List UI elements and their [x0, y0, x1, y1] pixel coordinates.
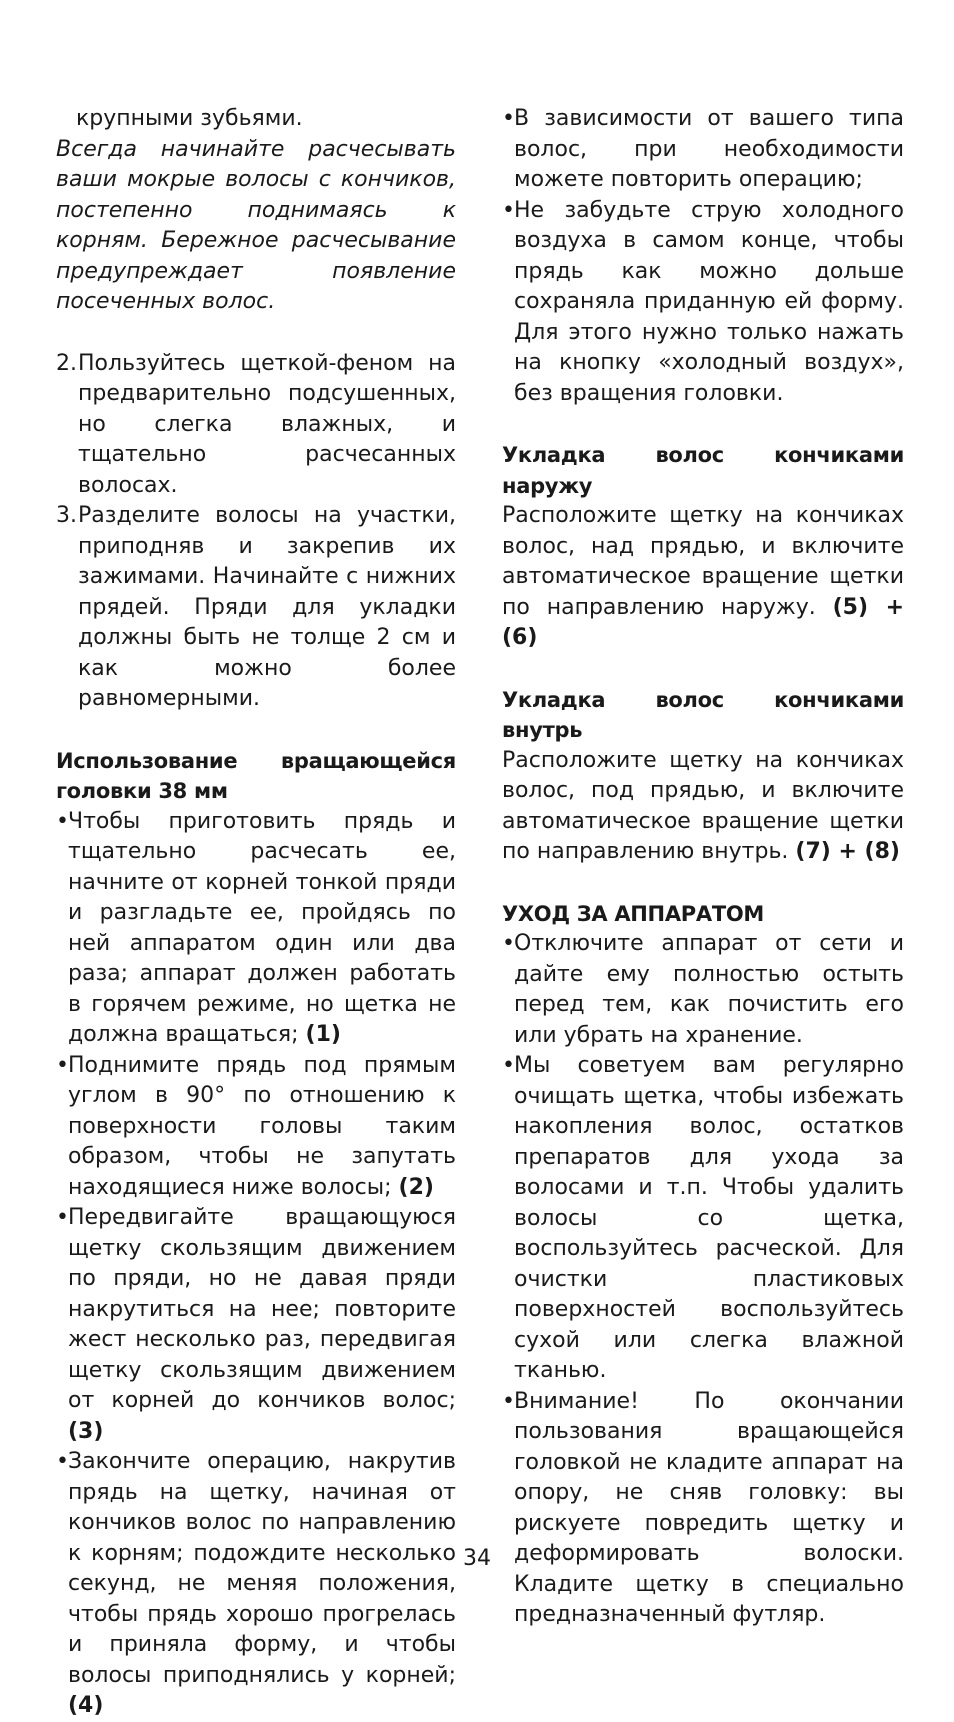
bullet-item	[502, 104, 904, 196]
item-text: Пользуйтесь щеткой-феном на предварительно подсушенных, но слегка влажных, и тщательно расчесанных волосах.	[78, 350, 456, 498]
bullet-item	[502, 1051, 904, 1387]
figure-reference: (2)	[398, 1174, 434, 1200]
page-number: 34	[463, 1546, 491, 1571]
figure-reference: (5) + (6)	[502, 594, 904, 650]
bullet-marker: •	[56, 1205, 69, 1230]
item-number: 2.	[56, 350, 77, 376]
bullet-marker: •	[502, 931, 515, 956]
paragraph-ends-in	[502, 746, 904, 868]
bullet-item	[502, 929, 904, 1051]
bullet-item	[56, 807, 456, 1051]
spacer	[56, 318, 456, 349]
spacer	[502, 868, 904, 899]
paragraph-text: Расположите щетку на кончиках волос, над прядью, и включите автоматическое вращение щетки по направлению наружу.	[502, 503, 904, 620]
spacer	[56, 715, 456, 746]
bullet-marker: •	[56, 1052, 69, 1078]
bullet-marker: •	[502, 1053, 515, 1078]
bullet-text: Передвигайте вращающуюся щетку скользящим движением по пряди, но не давая пряди накрутиться на нее; повторите жест несколько раз, передвигая щетку скользящим движением от корней до кончиков волос;	[68, 1205, 456, 1413]
section-heading-ends-out: Укладка волос кончиками наружу	[502, 443, 904, 498]
bullet-item	[502, 196, 904, 410]
figure-reference: (1)	[305, 1022, 341, 1047]
bullet-marker: •	[502, 1388, 515, 1414]
bullet-text: Внимание! По окончании пользования вращающейся головкой не кладите аппарат на опору, не сняв головку: вы рискуете повредить щетку и деформировать волоски. Кладите щетку в специально предназначенный футляр.	[514, 1388, 904, 1627]
item-number: 3.	[56, 503, 77, 528]
numbered-item	[56, 349, 456, 502]
numbered-item	[56, 501, 456, 715]
right-column	[502, 104, 904, 1631]
item-text: Разделите волосы на участки, приподняв и закрепив их зажимами. Начинайте с нижних прядей. Пряди для укладки должны быть не толще 2 см и как можно более равномерными.	[78, 503, 456, 711]
bullet-text: В зависимости от вашего типа волос, при необходимости можете повторить операцию;	[514, 106, 904, 192]
bullet-item	[56, 1051, 456, 1204]
paragraph-text: Расположите щетку на кончиках волос, под прядью, и включите автоматическое вращение щетки по направлению внутрь.	[502, 747, 904, 864]
section-heading-rotating-head: Использование вращающейся головки 38 мм	[56, 748, 456, 803]
bullet-text: Мы советуем вам регулярно очищать щетка, чтобы избежать накопления волос, остатков препаратов для ухода за волосами и т.п. Чтобы удалить волосы со щетка, воспользуйтесь расческой. Для очистки пластиковых поверхностей воспользуйтесь сухой или слегка влажной тканью.	[514, 1053, 904, 1383]
figure-reference: (4)	[68, 1693, 104, 1718]
section-heading-ends-in: Укладка волос кончиками внутрь	[502, 687, 904, 742]
bullet-marker: •	[56, 808, 69, 834]
bullet-text: Отключите аппарат от сети и дайте ему полностью остыть перед тем, как почистить его или убрать на хранение.	[514, 931, 904, 1048]
spacer	[502, 654, 904, 685]
bullet-text: Чтобы приготовить прядь и тщательно расчесать ее, начните от корней тонкой пряди и разгладьте ее, пройдясь по ней аппаратом один или два раза; аппарат должен работать в горячем режиме, но щетка не должна вращаться;	[68, 808, 456, 1047]
figure-reference: (7) + (8)	[795, 839, 900, 864]
bullet-text: Поднимите прядь под прямым углом в 90° по отношению к поверхности головы таким образом, чтобы не запутать находящиеся ниже волосы;	[68, 1052, 456, 1200]
bullet-text: Не забудьте струю холодного воздуха в самом конце, чтобы прядь как можно дольше сохраняла приданную ей форму. Для этого нужно только нажать на кнопку «холодный воздух», без вращения головки.	[514, 197, 904, 406]
bullet-marker: •	[502, 197, 515, 223]
bullet-item	[502, 1387, 904, 1631]
bullet-item	[56, 1203, 456, 1447]
figure-reference: (3)	[68, 1418, 104, 1444]
paragraph-ends-out	[502, 501, 904, 654]
left-column	[56, 104, 456, 1722]
bullet-item	[56, 1447, 456, 1722]
bullet-marker: •	[502, 106, 515, 131]
italic-care-note: Всегда начинайте расчесывать ваши мокрые волосы с кончиков, постепенно поднимаясь к корням. Бережное расчесывание предупреждает появление посеченных волос.	[56, 136, 456, 314]
bullet-marker: •	[56, 1449, 69, 1474]
bullet-text: Закончите операцию, накрутив прядь на щетку, начиная от кончиков волос по направлению к корням; подождите несколько секунд, не меняя положения, чтобы прядь хорошо прогрелась и приняла форму, и чтобы волосы приподнялись у корней;	[68, 1449, 456, 1688]
spacer	[502, 409, 904, 440]
intro-tail-text: крупными зубьями.	[76, 106, 303, 131]
section-heading-care: УХОД ЗА АППАРАТОМ	[502, 901, 765, 926]
